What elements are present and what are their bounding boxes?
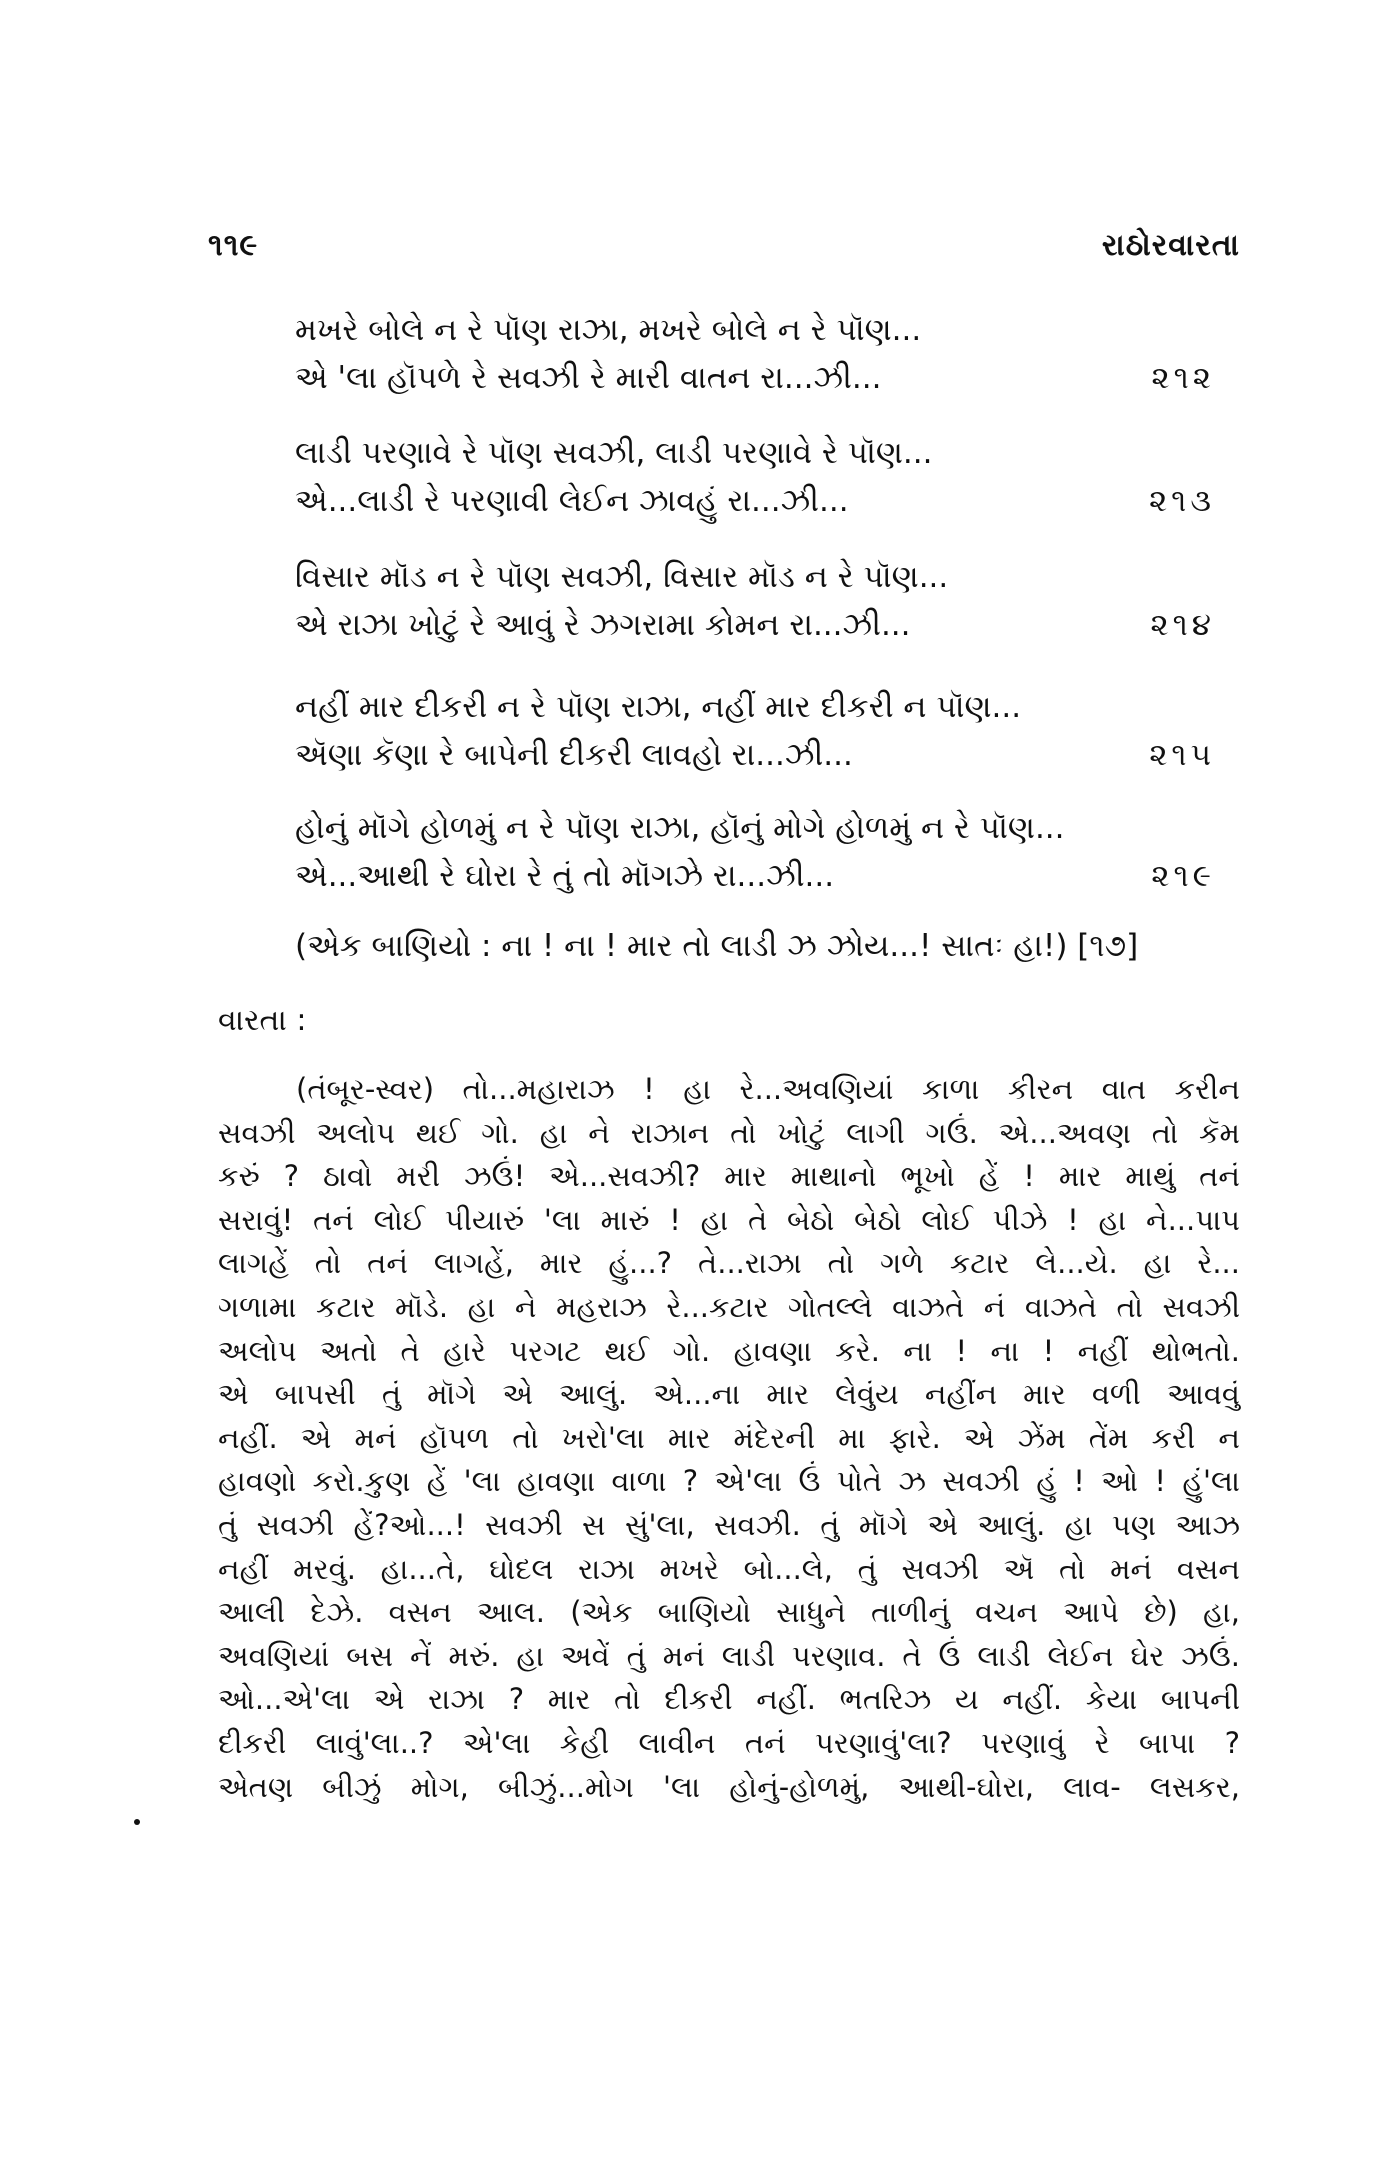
verse-line-text: એ રાઝા ખોટું રે આવું રે ઝગરામા કોમન રા...ઝી... bbox=[295, 607, 911, 643]
verse-number: ૨૧૯ bbox=[1151, 858, 1215, 894]
prose-line: અવણિયાં બસ નેં મરું. હા અવેં તું મનં લાડી પરણાવ. તે ઉં લાડી લેઈન ઘેર ઝઉં. bbox=[218, 1638, 1240, 1673]
prose-paragraph bbox=[218, 1068, 1240, 1809]
prose-line: એતણ બીઝું મોગ, બીઝું...મોગ 'લા હોનું-હોળમું, આથી-ઘોરા, લાવ- લસકર, bbox=[218, 1769, 1240, 1804]
verse-line-text: એ...આથી રે ઘોરા રે તું તો મૉગઝે રા...ઝી... bbox=[295, 858, 835, 894]
verse-line bbox=[295, 354, 1215, 402]
prose-line: તું સવઝી હેં?ઓ...! સવઝી સ સું'લા, સવઝી. તું મૉગે એ આલું. હા પણ આઝ bbox=[218, 1507, 1240, 1542]
verse-213 bbox=[295, 429, 1215, 525]
prose-line: નહીં. એ મનં હૉપળ તો ખરો'લા માર મંદેરની મા ફારે. એ ઝેંમ તેંમ કરી ન bbox=[218, 1420, 1240, 1455]
prose-line: ઓ...એ'લા એ રાઝા ? માર તો દીકરી નહીં. ભતરિઝ ય નહીં. કેયા બાપની bbox=[218, 1682, 1240, 1717]
verse-line bbox=[295, 731, 1215, 779]
verse-line: લાડી પરણાવે રે પૉણ સવઝી, લાડી પરણાવે રે પૉણ... bbox=[295, 435, 933, 471]
prose-line: નહીં મરવું. હા...તે, ઘોદલ રાઝા મખરે બો...લે, તું સવઝી ઍ તો મનં વસન bbox=[218, 1551, 1240, 1586]
prose-line: હાવણો કરો.કુણ હેં 'લા હાવણા વાળા ? એ'લા ઉં પોતે ઝ સવઝી હું ! ઓ ! હું'લા bbox=[218, 1464, 1240, 1499]
prose-line: કરું ? ઠાવો મરી ઝઉં! એ...સવઝી? માર માથાનો ભૂખો હેં ! માર માથું તનં bbox=[218, 1159, 1240, 1194]
prose-line: સવઝી અલોપ થઈ ગો. હા ને રાઝાન તો ખોટું લાગી ગઉં. એ...અવણ તો કૅમ bbox=[218, 1115, 1240, 1150]
page-number: ૧૧૯ bbox=[208, 228, 259, 263]
running-title: રાઠોરવારતા bbox=[1101, 228, 1240, 263]
verse-214 bbox=[295, 553, 1215, 649]
verse-line bbox=[295, 852, 1215, 900]
section-label: વારતા : bbox=[218, 1003, 307, 1038]
verse-line-text: એ...લાડી રે પરણાવી લેઈન ઝાવહું રા...ઝી... bbox=[295, 483, 849, 519]
verse-line: મખરે બોલે ન રે પૉણ રાઝા, મખરે બોલે ન રે પૉણ... bbox=[295, 312, 922, 348]
verse-number: ૨૧૫ bbox=[1149, 737, 1215, 773]
verse-number: ૨૧૩ bbox=[1148, 483, 1215, 519]
prose-line: અલોપ અતો તે હારે પરગટ થઈ ગો. હાવણા કરે. ના ! ના ! નહીં થોભતો. bbox=[218, 1333, 1240, 1368]
verse-line bbox=[295, 601, 1215, 649]
verse-line: હોનું મૉગે હોળમું ન રે પૉણ રાઝા, હૉનું મોગે હોળમું ન રે પૉણ... bbox=[295, 810, 1065, 846]
margin-mark bbox=[134, 1819, 140, 1825]
audience-interjection: (એક બાણિયો : ના ! ના ! માર તો લાડી ઝ ઝોય...! સાતઃ હા!) [૧૭] bbox=[295, 928, 1139, 964]
prose-line: ગળામા કટાર મૉડે. હા ને મહરાઝ રે...કટાર ગોતલ્લે વાઝતે નં વાઝતે તો સવઝી bbox=[218, 1289, 1240, 1324]
verse-line: વિસાર મૉડ ન રે પૉણ સવઝી, વિસાર મૉડ ન રે પૉણ... bbox=[295, 559, 949, 595]
prose-line: આલી દેઝે. વસન આલ. (એક બાણિયો સાધુને તાળીનું વચન આપે છે) હા, bbox=[218, 1595, 1240, 1630]
verse-215 bbox=[295, 683, 1215, 779]
prose-line: એ બાપસી તું મૉગે એ આલું. એ...ના માર લેવુંય નહીંન માર વળી આવવું bbox=[218, 1377, 1240, 1412]
verse-number: ૨૧૪ bbox=[1150, 607, 1215, 643]
verse-line bbox=[295, 477, 1215, 525]
verse-212 bbox=[295, 306, 1215, 402]
verse-line-text: ઍણા કૅણા રે બાપેની દીકરી લાવહો રા...ઝી... bbox=[295, 737, 853, 773]
prose-line: સરાવું! તનં લોઈ પીયારું 'લા મારું ! હા તે બેઠો બેઠો લોઈ પીઝે ! હા ને...પાપ bbox=[218, 1202, 1240, 1237]
verse-number: ૨૧૨ bbox=[1151, 360, 1215, 396]
verse-line: નહીં માર દીકરી ન રે પૉણ રાઝા, નહીં માર દીકરી ન પૉણ... bbox=[295, 689, 1022, 725]
prose-line: (તંબૂર-સ્વર) તો...મહારાઝ ! હા રે...અવણિયાં કાળા કીરન વાત કરીન bbox=[296, 1072, 1240, 1106]
verse-line-text: એ 'લા હૉપળે રે સવઝી રે મારી વાતન રા...ઝી... bbox=[295, 360, 882, 396]
prose-line: લાગહેં તો તનં લાગહેં, માર હું...? તે...રાઝા તો ગળે કટાર લે...યે. હા રે... bbox=[218, 1246, 1240, 1281]
prose-line: દીકરી લાવું'લા..? એ'લા કેહી લાવીન તનં પરણાવું'લા? પરણાવું રે બાપા ? bbox=[218, 1725, 1240, 1760]
verse-219 bbox=[295, 804, 1215, 900]
